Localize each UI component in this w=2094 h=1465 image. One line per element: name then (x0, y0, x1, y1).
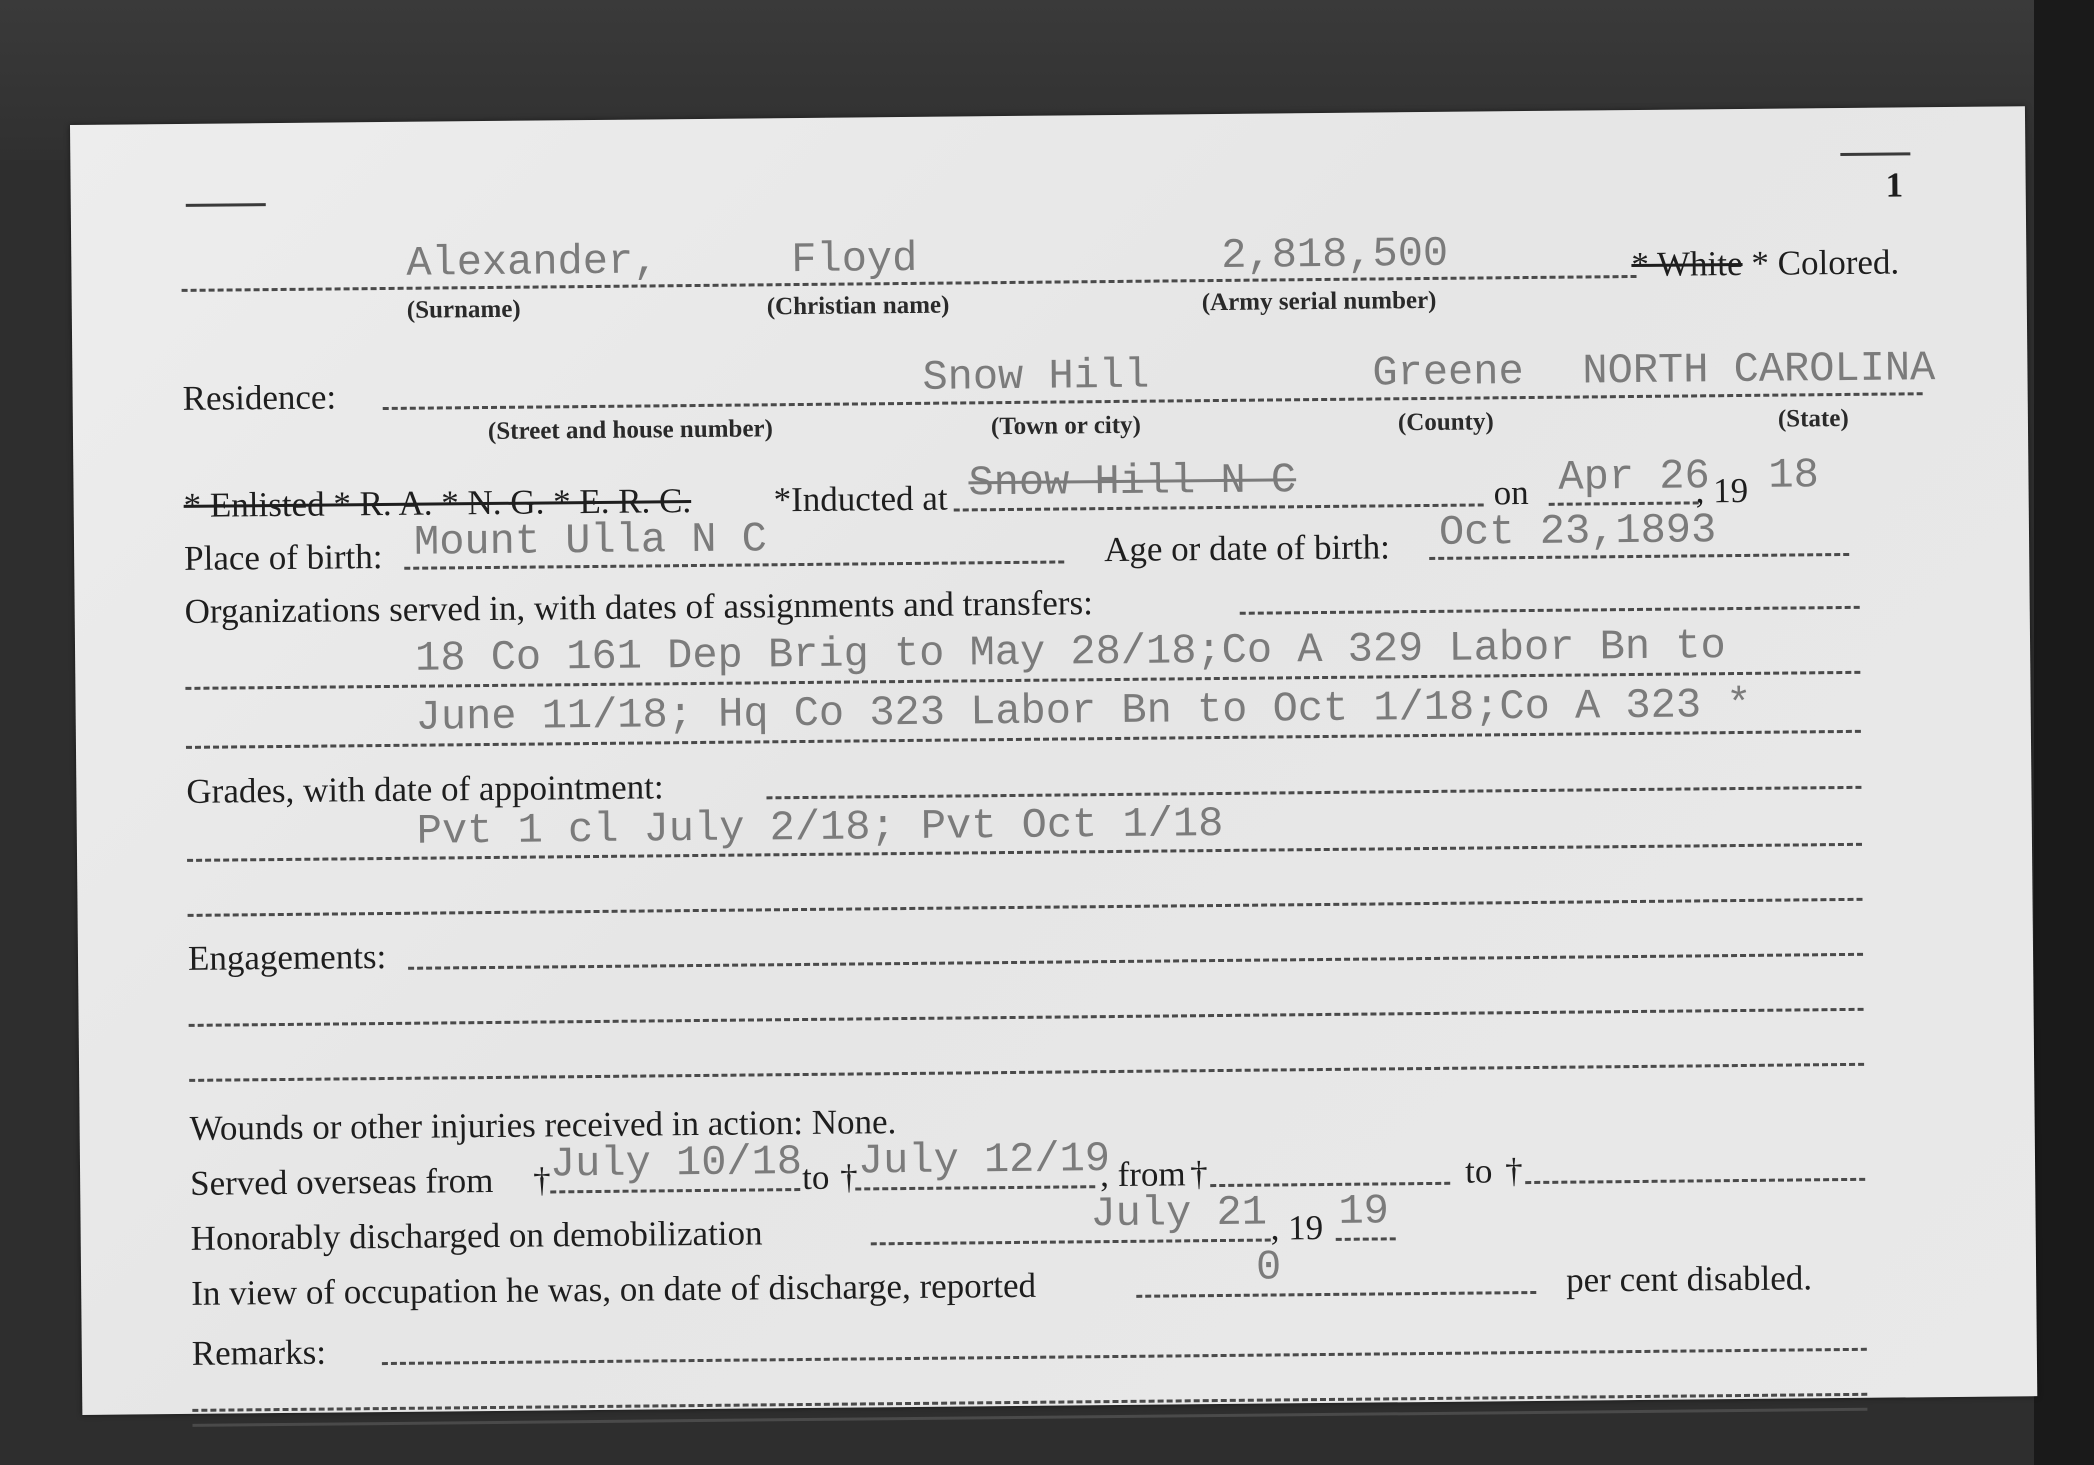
inducted-label: *Inducted at (773, 478, 948, 520)
discharge-year-value: 19 (1338, 1187, 1390, 1236)
grades-value-1: Pvt 1 cl July 2/18; Pvt Oct 1/18 (416, 799, 1224, 856)
inducted-date-value: Apr 26 (1558, 452, 1710, 502)
grades-line-2 (188, 898, 1863, 917)
overseas-to2-label: to (1464, 1151, 1493, 1191)
engagements-line-1 (189, 1008, 1864, 1027)
serial-number-value: 2,818,500 (1221, 229, 1449, 280)
christian-name-caption: (Christian name) (766, 291, 950, 321)
top-right-rule (1840, 152, 1910, 156)
remarks-label: Remarks: (191, 1332, 327, 1373)
organizations-value-2: June 11/18; Hq Co 323 Labor Bn to Oct 1/18;Co A 323 * (415, 680, 1752, 742)
overseas-from2-label: , from (1099, 1154, 1186, 1195)
disability-suffix: per cent disabled. (1565, 1258, 1813, 1300)
overseas-to2-dagger: † (1504, 1151, 1523, 1191)
overseas-from2-line (1210, 1182, 1450, 1187)
overseas-to2-line (1525, 1178, 1865, 1184)
inducted-on-label: on (1493, 473, 1529, 513)
organizations-label: Organizations served in, with dates of assignments and transfers: (184, 583, 1093, 631)
race-white-option: * White (1631, 243, 1743, 285)
place-of-birth-value: Mount Ulla N C (413, 515, 768, 567)
remarks-line-2 (192, 1408, 1867, 1427)
disability-line (1136, 1291, 1536, 1298)
disability-label: In view of occupation he was, on date of discharge, reported (191, 1265, 1037, 1313)
overseas-to-line (855, 1185, 1095, 1190)
surname-value: Alexander, (406, 237, 659, 288)
engagements-label: Engagements: (187, 937, 387, 978)
residence-town-value: Snow Hill (922, 351, 1150, 402)
service-record-card (70, 106, 2037, 1415)
overseas-from-value: July 10/18 (549, 1138, 803, 1189)
overseas-from2-dagger: † (1189, 1154, 1208, 1194)
discharge-label: Honorably discharged on demobilization (190, 1213, 763, 1258)
residence-label: Residence: (182, 377, 337, 418)
engagements-line-0 (408, 953, 1863, 970)
county-caption: (County) (1397, 408, 1494, 437)
remarks-line-0 (382, 1348, 1867, 1365)
wounds-text: Wounds or other injuries received in action: None. (189, 1102, 897, 1148)
grades-line-0 (766, 786, 1861, 800)
residence-state-value: NORTH CAROLINA (1582, 344, 1936, 396)
date-of-birth-label: Age or date of birth: (1103, 527, 1391, 570)
background-right-edge (2034, 0, 2094, 1465)
christian-name-value: Floyd (791, 234, 918, 285)
residence-line (383, 392, 1923, 410)
top-left-rule (186, 203, 266, 207)
date-of-birth-value: Oct 23,1893 (1438, 506, 1717, 557)
discharge-date-line (871, 1239, 1271, 1246)
overseas-to-value: July 12/19 (857, 1135, 1111, 1186)
inducted-year-prefix: , 19 (1695, 470, 1749, 511)
discharge-year-line (1336, 1237, 1396, 1241)
overseas-from-line (550, 1188, 800, 1193)
disability-value: 0 (1255, 1243, 1282, 1292)
overseas-from-dagger: † (532, 1160, 551, 1200)
town-caption: (Town or city) (990, 411, 1142, 441)
enlistment-options: * Enlisted * R. A. * N. G. * E. R. C. (183, 481, 692, 525)
place-of-birth-label: Place of birth: (183, 537, 383, 578)
overseas-to-label: to (801, 1157, 830, 1198)
state-caption: (State) (1777, 404, 1849, 433)
discharge-date-value: July 21 (1090, 1188, 1268, 1239)
inducted-date-line (1549, 501, 1699, 505)
overseas-label: Served overseas from (189, 1160, 494, 1203)
card-number: 1 (1885, 165, 1904, 205)
organizations-line-0 (1240, 606, 1860, 615)
residence-county-value: Greene (1372, 348, 1524, 398)
remarks-line-1 (192, 1393, 1867, 1412)
race-colored-option: * Colored. (1751, 242, 1900, 283)
overseas-to-dagger: † (839, 1157, 858, 1197)
inducted-place-value: Snow Hill N C (968, 456, 1297, 508)
inducted-year-value: 18 (1768, 451, 1820, 500)
serial-number-caption: (Army serial number) (1201, 286, 1437, 317)
discharge-year-prefix: , 19 (1270, 1208, 1324, 1248)
organizations-value-1: 18 Co 161 Dep Brig to May 28/18;Co A 329 Labor Bn to (414, 622, 1726, 683)
street-caption: (Street and house number) (487, 415, 774, 446)
engagements-line-2 (189, 1063, 1864, 1082)
grades-label: Grades, with date of appointment: (186, 767, 664, 811)
surname-caption: (Surname) (406, 295, 521, 324)
